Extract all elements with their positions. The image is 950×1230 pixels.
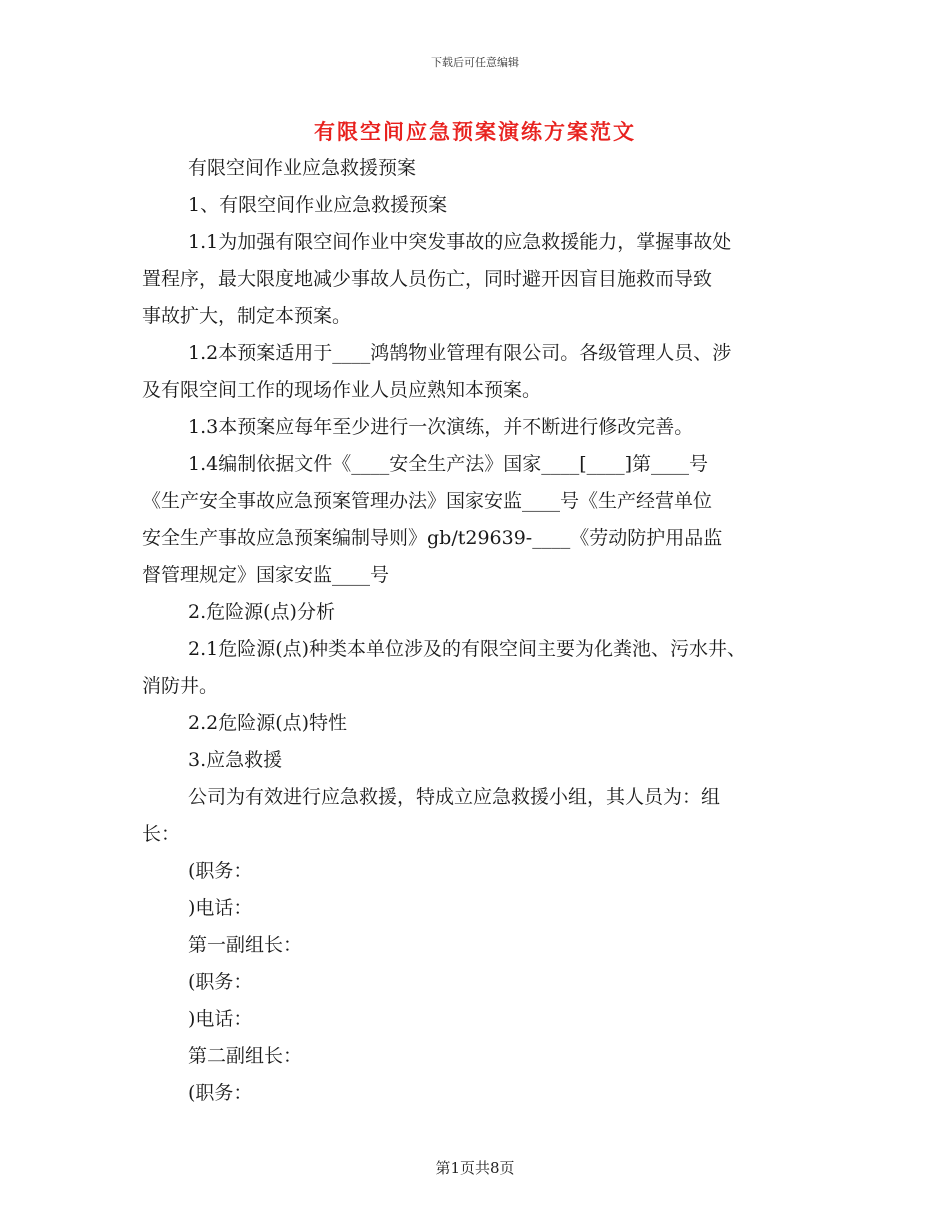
- paragraph-line: 2.2危险源(点)特性: [188, 712, 348, 734]
- paragraph-line: 长：: [142, 823, 181, 845]
- paragraph-line: (职务：: [188, 971, 253, 993]
- paragraph-line: 消防井。: [142, 675, 219, 697]
- paragraph-line: (职务：: [188, 1082, 253, 1104]
- paragraph-line: 1.2本预案适用于____鸿鹄物业管理有限公司。各级管理人员、涉: [188, 342, 732, 364]
- paragraph-line: 1.1为加强有限空间作业中突发事故的应急救援能力，掌握事故处: [188, 231, 732, 253]
- paragraph-line: 3.应急救援: [188, 749, 283, 771]
- paragraph-line: 公司为有效进行应急救援，特成立应急救援小组，其人员为：组: [188, 786, 721, 808]
- paragraph-line: 有限空间作业应急救援预案: [188, 157, 417, 179]
- paragraph-line: 第一副组长：: [188, 934, 303, 956]
- paragraph-line: 2.1危险源(点)种类本单位涉及的有限空间主要为化粪池、污水井、: [188, 638, 747, 660]
- document-title: 有限空间应急预案演练方案范文: [314, 119, 636, 144]
- paragraph-line: )电话：: [188, 897, 253, 919]
- page-footer: 第1页共8页: [435, 1159, 515, 1177]
- paragraph-line: 事故扩大，制定本预案。: [142, 305, 352, 327]
- paragraph-line: 1、有限空间作业应急救援预案: [188, 194, 448, 216]
- paragraph-line: 1.4编制依据文件《____安全生产法》国家____[____]第____号: [188, 453, 709, 475]
- paragraph-line: 2.危险源(点)分析: [188, 601, 335, 623]
- paragraph-line: 督管理规定》国家安监____号: [142, 564, 390, 586]
- paragraph-line: 第二副组长：: [188, 1045, 303, 1067]
- paragraph-line: 《生产安全事故应急预案管理办法》国家安监____号《生产经营单位: [142, 490, 713, 512]
- paragraph-line: 1.3本预案应每年至少进行一次演练，并不断进行修改完善。: [188, 416, 694, 438]
- paragraph-line: 及有限空间工作的现场作业人员应熟知本预案。: [142, 379, 542, 401]
- paragraph-line: )电话：: [188, 1008, 253, 1030]
- paragraph-line: (职务：: [188, 860, 253, 882]
- header-note: 下载后可任意编辑: [431, 56, 519, 69]
- paragraph-line: 安全生产事故应急预案编制导则》gb/t29639-____《劳动防护用品监: [142, 527, 723, 549]
- document-body: [142, 150, 842, 1112]
- paragraph-line: 置程序，最大限度地减少事故人员伤亡，同时避开因盲目施救而导致: [142, 268, 713, 290]
